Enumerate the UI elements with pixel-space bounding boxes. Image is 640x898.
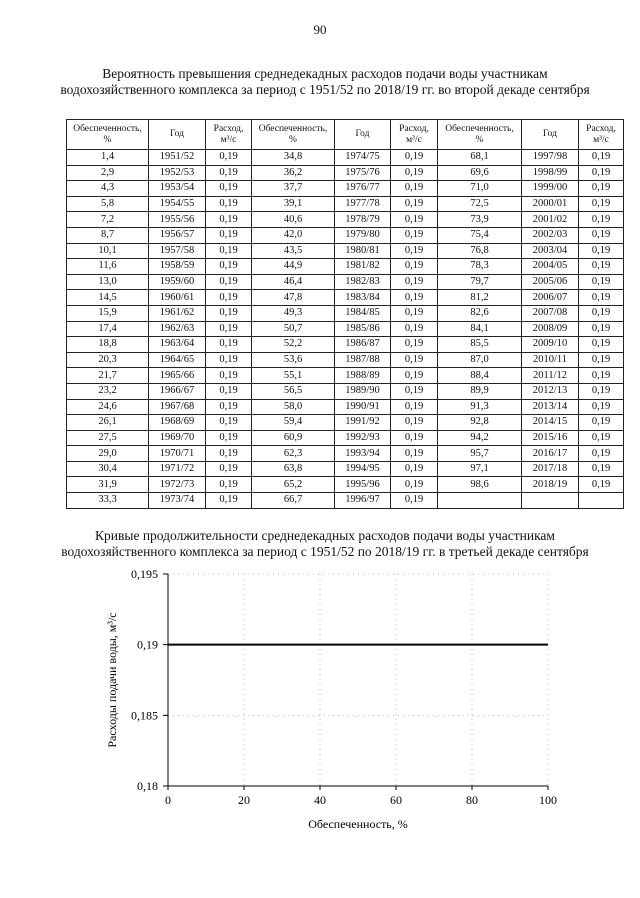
table-cell: 1953/54 <box>149 181 206 197</box>
table-cell: 1963/64 <box>149 337 206 353</box>
x-tick-label: 0 <box>165 793 171 807</box>
table-row <box>67 212 624 228</box>
table-row <box>67 368 624 384</box>
table-cell: 0,19 <box>391 165 438 181</box>
table-cell: 1964/65 <box>149 352 206 368</box>
table-cell: 0,19 <box>579 337 624 353</box>
table-cell: 1965/66 <box>149 368 206 384</box>
table-cell: 0,19 <box>391 196 438 212</box>
table-cell: 26,1 <box>67 415 149 431</box>
table-row <box>67 196 624 212</box>
table-cell: 1962/63 <box>149 321 206 337</box>
table-cell: 0,19 <box>579 399 624 415</box>
table-cell: 0,19 <box>206 352 252 368</box>
table-cell: 1979/80 <box>335 227 391 243</box>
table-cell: 0,19 <box>206 274 252 290</box>
table-cell: 1960/61 <box>149 290 206 306</box>
table-cell: 1978/79 <box>335 212 391 228</box>
table-cell: 0,19 <box>206 290 252 306</box>
table-row <box>67 430 624 446</box>
table-cell: 58,0 <box>252 399 335 415</box>
table-cell: 89,9 <box>438 383 522 399</box>
table-cell: 0,19 <box>206 150 252 166</box>
table-cell: 0,19 <box>206 477 252 493</box>
table-cell: 1951/52 <box>149 150 206 166</box>
table-cell: 76,8 <box>438 243 522 259</box>
table-cell: 95,7 <box>438 446 522 462</box>
y-tick-label: 0,195 <box>131 567 158 581</box>
table-cell: 11,6 <box>67 259 149 275</box>
table-cell: 63,8 <box>252 461 335 477</box>
table-row <box>67 493 624 509</box>
table-cell: 97,1 <box>438 461 522 477</box>
table-cell: 42,0 <box>252 227 335 243</box>
table-cell: 0,19 <box>391 368 438 384</box>
table-cell: 2007/08 <box>522 305 579 321</box>
table-cell: 31,9 <box>67 477 149 493</box>
table-row <box>67 274 624 290</box>
table-cell: 0,19 <box>391 383 438 399</box>
table-cell: 50,7 <box>252 321 335 337</box>
table-row <box>67 352 624 368</box>
table-row <box>67 321 624 337</box>
table-cell: 1983/84 <box>335 290 391 306</box>
table-cell: 0,19 <box>579 227 624 243</box>
table-header-cell: Расход, м³/с <box>579 120 624 150</box>
table-cell: 0,19 <box>206 493 252 509</box>
table-cell: 56,5 <box>252 383 335 399</box>
table-cell: 78,3 <box>438 259 522 275</box>
table-cell: 1956/57 <box>149 227 206 243</box>
table-cell: 94,2 <box>438 430 522 446</box>
table-cell: 55,1 <box>252 368 335 384</box>
table-cell: 1977/78 <box>335 196 391 212</box>
table-cell: 1974/75 <box>335 150 391 166</box>
table-cell: 1952/53 <box>149 165 206 181</box>
table-cell: 75,4 <box>438 227 522 243</box>
table-header-cell: Год <box>149 120 206 150</box>
table-cell <box>522 493 579 509</box>
y-tick-label: 0,19 <box>137 637 158 652</box>
table-cell: 4,3 <box>67 181 149 197</box>
table-cell: 7,2 <box>67 212 149 228</box>
x-tick-label: 20 <box>238 793 250 807</box>
table-cell: 2005/06 <box>522 274 579 290</box>
table-cell: 1966/67 <box>149 383 206 399</box>
table-row <box>67 446 624 462</box>
table-cell: 0,19 <box>206 165 252 181</box>
table-cell: 2014/15 <box>522 415 579 431</box>
table-cell: 15,9 <box>67 305 149 321</box>
table-cell: 1959/60 <box>149 274 206 290</box>
table-header-cell: Обеспеченность, % <box>67 120 149 150</box>
x-tick-label: 100 <box>539 793 557 807</box>
table-header-cell: Год <box>335 120 391 150</box>
table-cell: 0,19 <box>391 243 438 259</box>
table-cell: 0,19 <box>579 165 624 181</box>
table-cell: 0,19 <box>391 337 438 353</box>
table-cell: 29,0 <box>67 446 149 462</box>
table-cell: 52,2 <box>252 337 335 353</box>
table-cell: 2001/02 <box>522 212 579 228</box>
table-cell: 0,19 <box>391 150 438 166</box>
table-cell: 1991/92 <box>335 415 391 431</box>
table-row <box>67 415 624 431</box>
table-cell: 0,19 <box>579 196 624 212</box>
table-cell: 27,5 <box>67 430 149 446</box>
table-cell: 0,19 <box>206 227 252 243</box>
table-cell: 2006/07 <box>522 290 579 306</box>
table-cell: 8,7 <box>67 227 149 243</box>
table-cell: 17,4 <box>67 321 149 337</box>
table-cell: 0,19 <box>391 212 438 228</box>
table-cell: 1999/00 <box>522 181 579 197</box>
table-row <box>67 461 624 477</box>
table-cell: 68,1 <box>438 150 522 166</box>
table-cell: 1994/95 <box>335 461 391 477</box>
table-cell: 1961/62 <box>149 305 206 321</box>
table-cell: 1998/99 <box>522 165 579 181</box>
table-cell: 0,19 <box>391 461 438 477</box>
table-row <box>67 165 624 181</box>
table-cell: 33,3 <box>67 493 149 509</box>
table-cell: 0,19 <box>391 274 438 290</box>
table-cell: 47,8 <box>252 290 335 306</box>
table-cell: 1985/86 <box>335 321 391 337</box>
table-cell: 0,19 <box>579 259 624 275</box>
table-cell: 53,6 <box>252 352 335 368</box>
table-cell: 0,19 <box>391 181 438 197</box>
table-cell: 1997/98 <box>522 150 579 166</box>
table-cell: 71,0 <box>438 181 522 197</box>
table-cell: 2015/16 <box>522 430 579 446</box>
table-row <box>67 150 624 166</box>
table-cell: 1992/93 <box>335 430 391 446</box>
table-cell: 36,2 <box>252 165 335 181</box>
table-cell: 0,19 <box>579 290 624 306</box>
x-tick-label: 80 <box>466 793 478 807</box>
x-tick-label: 60 <box>390 793 402 807</box>
table-cell: 1990/91 <box>335 399 391 415</box>
table-row <box>67 259 624 275</box>
y-axis-label: Расходы подачи воды, м³/с <box>105 612 119 748</box>
table-cell: 0,19 <box>206 399 252 415</box>
table-cell: 2012/13 <box>522 383 579 399</box>
y-tick-label: 0,185 <box>131 708 158 723</box>
table-cell: 0,19 <box>391 399 438 415</box>
chart-title: Кривые продолжительности среднедекадных расходов подачи воды участникам водохозяйственного комплекса за период с 1951/52 по 2018/19 гг. в третьей декаде сентября <box>61 528 589 559</box>
table-cell: 66,7 <box>252 493 335 509</box>
table-row <box>67 337 624 353</box>
table-cell: 1954/55 <box>149 196 206 212</box>
duration-curve-chart <box>90 560 580 830</box>
table-cell: 1981/82 <box>335 259 391 275</box>
table-cell: 0,19 <box>206 415 252 431</box>
table-cell: 2009/10 <box>522 337 579 353</box>
table-cell: 0,19 <box>206 259 252 275</box>
table-cell: 0,19 <box>579 415 624 431</box>
y-tick-label: 0,18 <box>137 779 158 793</box>
table-cell: 0,19 <box>391 430 438 446</box>
table-cell: 59,4 <box>252 415 335 431</box>
table-row <box>67 243 624 259</box>
table-cell: 0,19 <box>391 290 438 306</box>
table-cell: 40,6 <box>252 212 335 228</box>
table-cell: 85,5 <box>438 337 522 353</box>
table-cell: 2,9 <box>67 165 149 181</box>
table-cell: 0,19 <box>206 337 252 353</box>
table-header-cell: Расход, м³/с <box>206 120 252 150</box>
table-header-cell: Обеспеченность, % <box>252 120 335 150</box>
table-cell: 0,19 <box>391 305 438 321</box>
table-cell: 79,7 <box>438 274 522 290</box>
table-cell: 2010/11 <box>522 352 579 368</box>
table-cell: 1,4 <box>67 150 149 166</box>
table-cell: 88,4 <box>438 368 522 384</box>
table-cell: 1984/85 <box>335 305 391 321</box>
table-cell: 0,19 <box>579 212 624 228</box>
table-cell: 87,0 <box>438 352 522 368</box>
table-cell: 0,19 <box>206 321 252 337</box>
table-cell: 0,19 <box>206 368 252 384</box>
table-cell: 18,8 <box>67 337 149 353</box>
table-title: Вероятность превышения среднедекадных расходов подачи воды участникам водохозяйственного комплекса за период с 1951/52 по 2018/19 гг. во второй декаде сентября <box>60 66 590 97</box>
table-cell: 2003/04 <box>522 243 579 259</box>
table-row <box>67 399 624 415</box>
table-cell: 1967/68 <box>149 399 206 415</box>
table-cell: 13,0 <box>67 274 149 290</box>
table-cell: 1971/72 <box>149 461 206 477</box>
table-cell: 0,19 <box>391 446 438 462</box>
table-cell: 46,4 <box>252 274 335 290</box>
table-cell: 1968/69 <box>149 415 206 431</box>
table-cell: 1976/77 <box>335 181 391 197</box>
table-cell: 0,19 <box>579 181 624 197</box>
table-header-row <box>67 120 624 150</box>
table-cell: 5,8 <box>67 196 149 212</box>
table-cell: 1995/96 <box>335 477 391 493</box>
table-cell: 1975/76 <box>335 165 391 181</box>
table-cell: 84,1 <box>438 321 522 337</box>
table-cell: 0,19 <box>391 227 438 243</box>
table-cell: 0,19 <box>206 305 252 321</box>
table-cell: 49,3 <box>252 305 335 321</box>
table-cell: 2017/18 <box>522 461 579 477</box>
x-tick-label: 40 <box>314 793 326 807</box>
table-cell: 60,9 <box>252 430 335 446</box>
table-cell: 0,19 <box>579 243 624 259</box>
table-cell: 0,19 <box>206 461 252 477</box>
table-cell: 1987/88 <box>335 352 391 368</box>
table-cell: 0,19 <box>206 212 252 228</box>
table-cell: 0,19 <box>206 446 252 462</box>
table-header-cell: Обеспеченность, % <box>438 120 522 150</box>
table-cell: 1982/83 <box>335 274 391 290</box>
table-cell: 81,2 <box>438 290 522 306</box>
table-row <box>67 383 624 399</box>
table-header-cell: Год <box>522 120 579 150</box>
table-cell: 1958/59 <box>149 259 206 275</box>
table-cell: 0,19 <box>206 243 252 259</box>
table-cell: 30,4 <box>67 461 149 477</box>
table-cell: 1972/73 <box>149 477 206 493</box>
table-row <box>67 477 624 493</box>
table-cell: 0,19 <box>206 196 252 212</box>
table-cell: 1973/74 <box>149 493 206 509</box>
table-cell <box>579 493 624 509</box>
table-row <box>67 227 624 243</box>
table-cell: 1969/70 <box>149 430 206 446</box>
table-row <box>67 305 624 321</box>
table-cell: 24,6 <box>67 399 149 415</box>
table-cell: 0,19 <box>206 430 252 446</box>
table-cell: 0,19 <box>579 383 624 399</box>
table-cell: 2008/09 <box>522 321 579 337</box>
table-cell: 62,3 <box>252 446 335 462</box>
table-cell: 0,19 <box>391 352 438 368</box>
table-cell: 0,19 <box>579 274 624 290</box>
table-cell: 37,7 <box>252 181 335 197</box>
table-cell: 10,1 <box>67 243 149 259</box>
probability-table <box>66 119 624 509</box>
table-header-cell: Расход, м³/с <box>391 120 438 150</box>
table-cell: 23,2 <box>67 383 149 399</box>
table-cell: 1993/94 <box>335 446 391 462</box>
table-cell: 2004/05 <box>522 259 579 275</box>
table-cell: 0,19 <box>206 383 252 399</box>
table-cell: 1980/81 <box>335 243 391 259</box>
table-cell: 91,3 <box>438 399 522 415</box>
table-cell: 0,19 <box>579 461 624 477</box>
table-cell: 0,19 <box>579 305 624 321</box>
table-cell: 1957/58 <box>149 243 206 259</box>
table-cell: 0,19 <box>391 415 438 431</box>
table-cell: 2000/01 <box>522 196 579 212</box>
table-cell: 72,5 <box>438 196 522 212</box>
page-number: 90 <box>313 22 327 37</box>
table-cell: 0,19 <box>206 181 252 197</box>
table-cell: 1996/97 <box>335 493 391 509</box>
table-cell: 69,6 <box>438 165 522 181</box>
table-cell: 65,2 <box>252 477 335 493</box>
table-cell: 2018/19 <box>522 477 579 493</box>
table-cell: 0,19 <box>579 321 624 337</box>
table-cell: 2016/17 <box>522 446 579 462</box>
table-cell: 0,19 <box>391 259 438 275</box>
table-cell: 21,7 <box>67 368 149 384</box>
table-cell: 0,19 <box>391 477 438 493</box>
table-cell: 1988/89 <box>335 368 391 384</box>
table-cell: 1989/90 <box>335 383 391 399</box>
table-cell: 2011/12 <box>522 368 579 384</box>
table-cell: 0,19 <box>391 493 438 509</box>
table-row <box>67 181 624 197</box>
table-cell: 1970/71 <box>149 446 206 462</box>
table-cell: 0,19 <box>579 368 624 384</box>
table-cell: 1986/87 <box>335 337 391 353</box>
table-cell: 39,1 <box>252 196 335 212</box>
table-cell: 0,19 <box>579 150 624 166</box>
table-cell: 2002/03 <box>522 227 579 243</box>
table-cell: 14,5 <box>67 290 149 306</box>
x-axis-label: Обеспеченность, % <box>308 817 408 830</box>
table-cell: 0,19 <box>391 321 438 337</box>
table-cell: 98,6 <box>438 477 522 493</box>
table-cell: 82,6 <box>438 305 522 321</box>
table-cell: 34,8 <box>252 150 335 166</box>
table-cell: 92,8 <box>438 415 522 431</box>
table-cell: 43,5 <box>252 243 335 259</box>
table-cell: 0,19 <box>579 430 624 446</box>
table-cell: 1955/56 <box>149 212 206 228</box>
table-cell <box>438 493 522 509</box>
table-cell: 20,3 <box>67 352 149 368</box>
table-body <box>67 150 624 509</box>
table-cell: 0,19 <box>579 477 624 493</box>
table-cell: 2013/14 <box>522 399 579 415</box>
table-cell: 73,9 <box>438 212 522 228</box>
table-row <box>67 290 624 306</box>
table-cell: 0,19 <box>579 352 624 368</box>
table-cell: 44,9 <box>252 259 335 275</box>
table-cell: 0,19 <box>579 446 624 462</box>
